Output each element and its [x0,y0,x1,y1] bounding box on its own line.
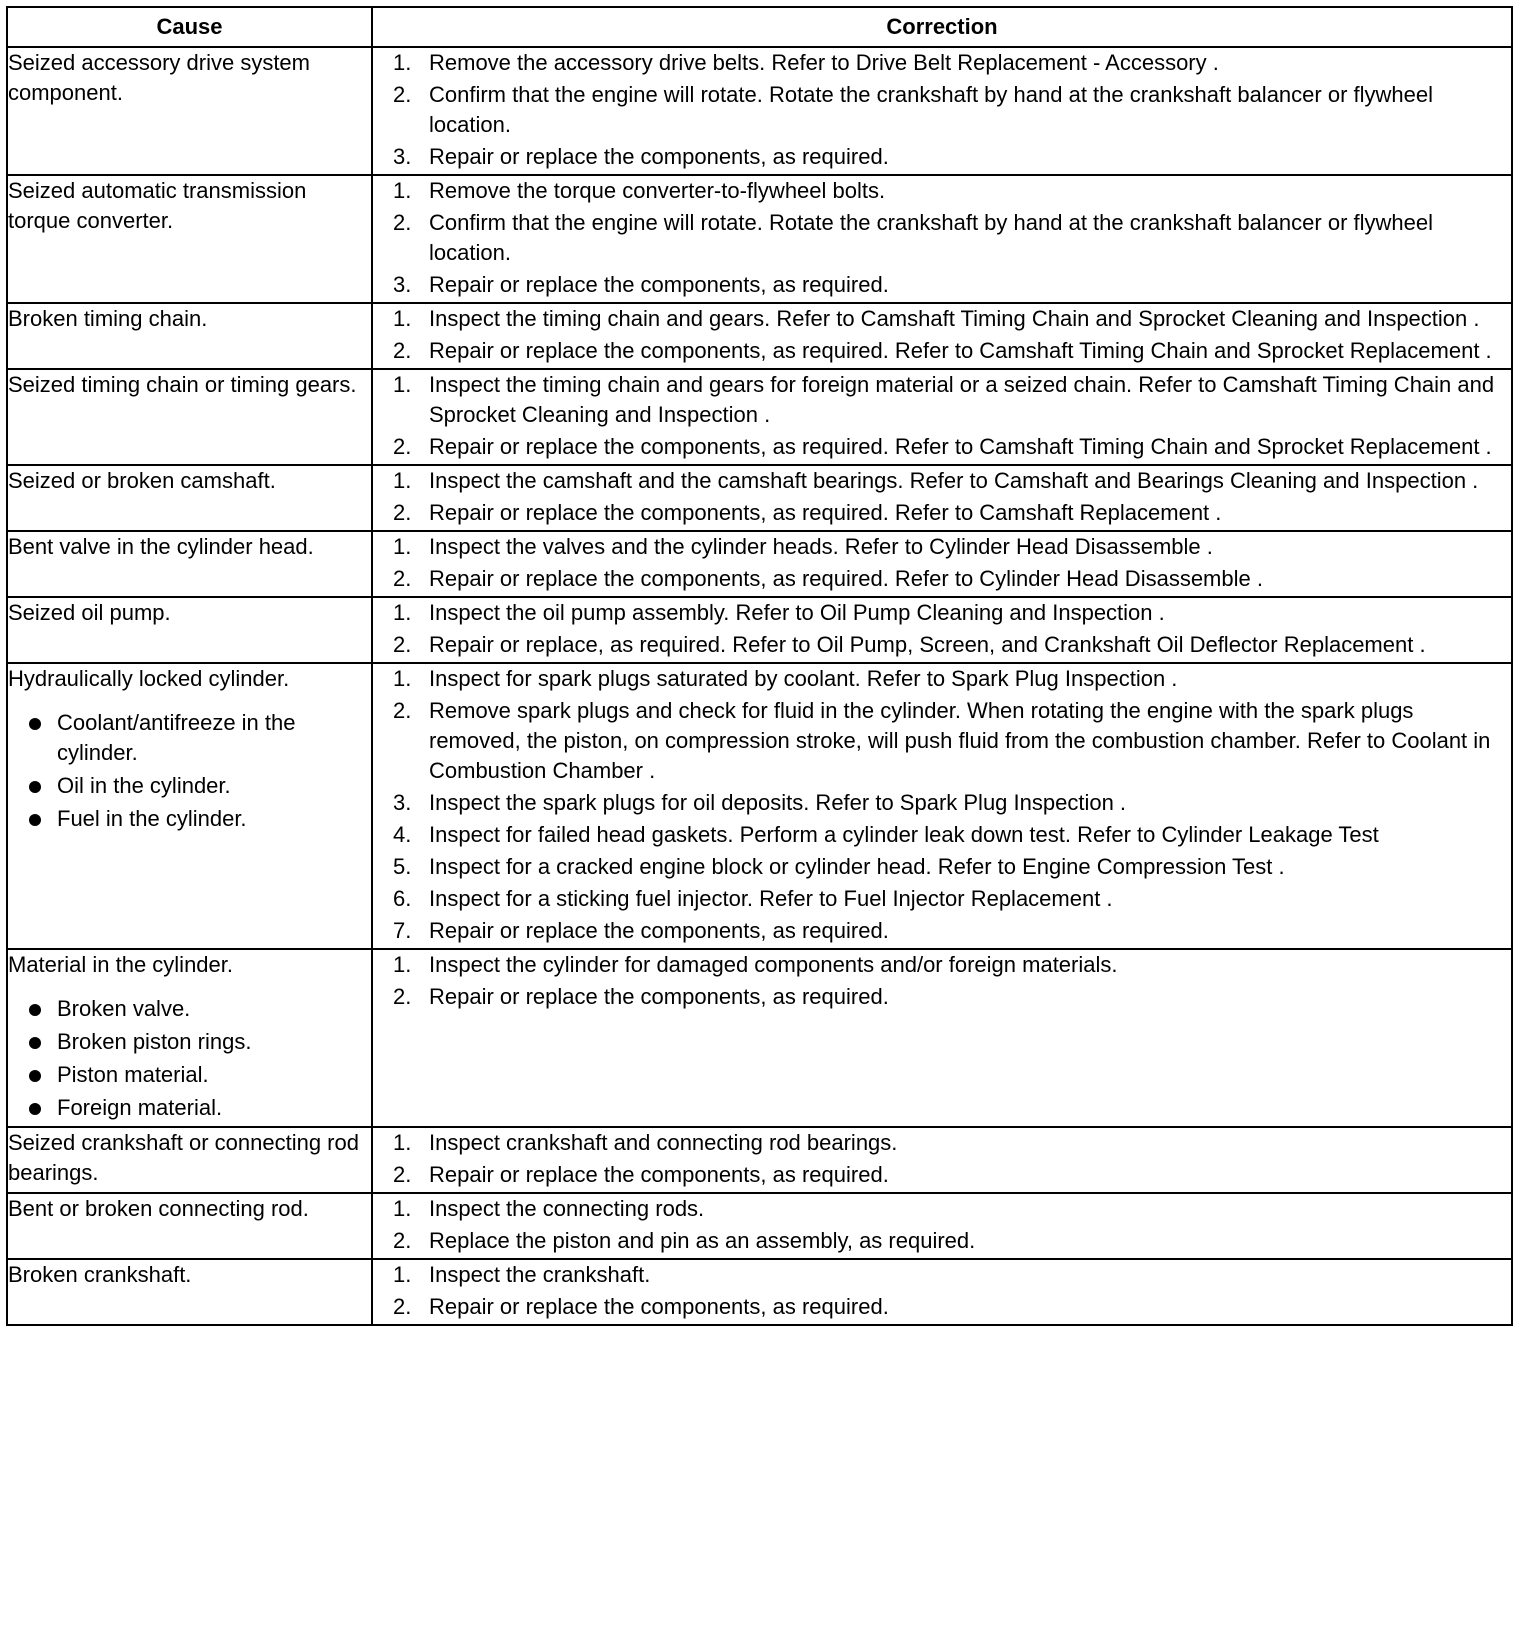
step-number: 1. [393,50,412,75]
correction-step-list [373,664,1511,946]
step-text: Inspect crankshaft and connecting rod bearings. [429,1130,898,1155]
correction-step [373,598,1511,628]
step-text: Inspect for a cracked engine block or cylinder head. Refer to Engine Compression Test . [429,854,1285,879]
correction-column-header: Correction [372,7,1512,47]
correction-step-list [373,598,1511,660]
correction-step [373,950,1511,980]
step-text: Inspect the cylinder for damaged components and/or foreign materials. [429,952,1118,977]
bullet-dot-icon [29,781,41,793]
step-text: Confirm that the engine will rotate. Rotate the crankshaft by hand at the crankshaft balancer or flywheel location. [429,82,1433,137]
correction-step [373,1194,1511,1224]
correction-cell [372,369,1512,465]
cause-text: Broken crankshaft. [8,1262,192,1287]
cause-bullet-text: Coolant/antifreeze in the cylinder. [57,710,296,765]
bullet-dot-icon [29,1004,41,1016]
step-text: Inspect the spark plugs for oil deposits. Refer to Spark Plug Inspection . [429,790,1127,815]
correction-step-list [373,1128,1511,1190]
correction-step-list [373,1260,1511,1322]
correction-step [373,1160,1511,1190]
correction-step [373,696,1511,786]
step-number: 1. [393,1196,412,1221]
correction-cell [372,47,1512,175]
cause-text: Broken timing chain. [8,306,208,331]
step-number: 7. [393,918,412,943]
step-text: Repair or replace the components, as required. [429,918,889,943]
step-text: Inspect the timing chain and gears. Refer to Camshaft Timing Chain and Sprocket Cleaning and Inspection . [429,306,1480,331]
correction-step-list [373,370,1511,462]
step-number: 2. [393,1162,412,1187]
correction-step [373,498,1511,528]
correction-step-list [373,304,1511,366]
step-number: 2. [393,698,412,723]
correction-step [373,564,1511,594]
step-text: Inspect the valves and the cylinder heads. Refer to Cylinder Head Disassemble . [429,534,1213,559]
cause-bullet-item [8,708,371,768]
step-number: 4. [393,822,412,847]
cause-bullet-text: Foreign material. [57,1095,223,1120]
correction-step [373,466,1511,496]
correction-cell [372,465,1512,531]
step-number: 3. [393,144,412,169]
correction-step [373,80,1511,140]
bullet-dot-icon [29,1037,41,1049]
step-text: Repair or replace the components, as required. [429,1162,889,1187]
step-text: Inspect the oil pump assembly. Refer to Oil Pump Cleaning and Inspection . [429,600,1165,625]
correction-cell [372,1193,1512,1259]
cause-bullet-list [8,994,371,1123]
step-number: 1. [393,600,412,625]
step-number: 2. [393,210,412,235]
correction-step-list [373,532,1511,594]
step-text: Inspect for failed head gaskets. Perform a cylinder leak down test. Refer to Cylinder Leakage Test [429,822,1379,847]
correction-step [373,788,1511,818]
bullet-dot-icon [29,718,41,730]
cause-cell [7,465,372,531]
cause-cell [7,597,372,663]
table-row [7,1259,1512,1325]
cause-text: Seized oil pump. [8,600,171,625]
cause-text: Seized crankshaft or connecting rod bearings. [8,1130,359,1185]
step-number: 5. [393,854,412,879]
cause-bullet-item [8,804,371,834]
table-row [7,465,1512,531]
step-number: 2. [393,82,412,107]
cause-bullet-item [8,1060,371,1090]
bullet-dot-icon [29,814,41,826]
correction-cell [372,597,1512,663]
correction-step [373,884,1511,914]
step-text: Inspect the camshaft and the camshaft bearings. Refer to Camshaft and Bearings Cleaning and Inspection . [429,468,1479,493]
step-number: 2. [393,984,412,1009]
step-number: 2. [393,1228,412,1253]
cause-bullet-text: Broken piston rings. [57,1029,252,1054]
cause-bullet-item [8,771,371,801]
correction-step [373,982,1511,1012]
cause-bullet-item [8,994,371,1024]
table-row [7,303,1512,369]
cause-cell [7,369,372,465]
step-text: Repair or replace the components, as required. [429,272,889,297]
step-text: Remove the accessory drive belts. Refer to Drive Belt Replacement - Accessory . [429,50,1219,75]
step-text: Inspect for spark plugs saturated by coolant. Refer to Spark Plug Inspection . [429,666,1178,691]
step-text: Inspect the connecting rods. [429,1196,705,1221]
step-text: Repair or replace the components, as required. [429,144,889,169]
cause-bullet-text: Fuel in the cylinder. [57,806,247,831]
table-row [7,1127,1512,1193]
cause-text: Seized automatic transmission torque converter. [8,178,307,233]
correction-step [373,270,1511,300]
cause-text: Seized or broken camshaft. [8,468,276,493]
correction-step [373,432,1511,462]
cause-cell [7,1259,372,1325]
table-row [7,1193,1512,1259]
correction-cell [372,531,1512,597]
step-number: 1. [393,306,412,331]
step-text: Repair or replace the components, as required. Refer to Cylinder Head Disassemble . [429,566,1263,591]
step-number: 2. [393,566,412,591]
correction-step [373,532,1511,562]
table-row [7,663,1512,949]
table-body [7,47,1512,1325]
bullet-dot-icon [29,1070,41,1082]
cause-cell [7,303,372,369]
step-text: Repair or replace, as required. Refer to Oil Pump, Screen, and Crankshaft Oil Deflector Replacement . [429,632,1426,657]
correction-cell [372,949,1512,1127]
cause-cell [7,1193,372,1259]
bullet-dot-icon [29,1103,41,1115]
table-row [7,531,1512,597]
correction-step [373,304,1511,334]
correction-step-list [373,950,1511,1012]
cause-column-header: Cause [7,7,372,47]
correction-step [373,664,1511,694]
correction-step [373,176,1511,206]
step-number: 1. [393,952,412,977]
step-text: Inspect the timing chain and gears for foreign material or a seized chain. Refer to Camshaft Timing Chain and Sprocket Cleaning and Inspection . [429,372,1495,427]
step-number: 2. [393,500,412,525]
step-text: Repair or replace the components, as required. [429,1294,889,1319]
step-text: Repair or replace the components, as required. Refer to Camshaft Replacement . [429,500,1222,525]
cause-bullet-text: Broken valve. [57,996,191,1021]
correction-cell [372,303,1512,369]
step-text: Repair or replace the components, as required. Refer to Camshaft Timing Chain and Sprocket Replacement . [429,434,1492,459]
cause-bullet-text: Piston material. [57,1062,209,1087]
correction-step [373,142,1511,172]
step-number: 2. [393,632,412,657]
table-row [7,369,1512,465]
correction-step [373,630,1511,660]
correction-step [373,336,1511,366]
cause-bullet-item [8,1093,371,1123]
correction-step-list [373,48,1511,172]
header-row [7,7,1512,47]
correction-step-list [373,176,1511,300]
cause-cell [7,949,372,1127]
step-number: 2. [393,338,412,363]
step-text: Inspect the crankshaft. [429,1262,651,1287]
step-number: 1. [393,468,412,493]
correction-step-list [373,1194,1511,1256]
correction-step [373,208,1511,268]
cause-text: Bent valve in the cylinder head. [8,534,314,559]
cause-text: Hydraulically locked cylinder. [8,666,290,691]
cause-bullet-item [8,1027,371,1057]
cause-cell [7,663,372,949]
cause-correction-table [6,6,1513,1326]
step-number: 3. [393,790,412,815]
cause-text: Seized timing chain or timing gears. [8,372,357,397]
correction-step-list [373,466,1511,528]
step-text: Repair or replace the components, as required. [429,984,889,1009]
cause-cell [7,1127,372,1193]
cause-text: Bent or broken connecting rod. [8,1196,309,1221]
cause-cell [7,47,372,175]
correction-step [373,1226,1511,1256]
step-number: 1. [393,666,412,691]
correction-step [373,48,1511,78]
cause-cell [7,531,372,597]
cause-bullet-text: Oil in the cylinder. [57,773,231,798]
step-number: 1. [393,178,412,203]
correction-cell [372,175,1512,303]
step-number: 3. [393,272,412,297]
cause-text: Seized accessory drive system component. [8,50,310,105]
cause-text: Material in the cylinder. [8,952,233,977]
cause-cell [7,175,372,303]
step-text: Remove the torque converter-to-flywheel bolts. [429,178,886,203]
table-row [7,949,1512,1127]
table-row [7,597,1512,663]
correction-step [373,1128,1511,1158]
step-number: 2. [393,1294,412,1319]
correction-step [373,852,1511,882]
correction-step [373,1292,1511,1322]
correction-step [373,370,1511,430]
step-text: Inspect for a sticking fuel injector. Refer to Fuel Injector Replacement . [429,886,1113,911]
step-number: 1. [393,534,412,559]
table-row [7,47,1512,175]
step-number: 1. [393,1262,412,1287]
step-text: Replace the piston and pin as an assembly, as required. [429,1228,976,1253]
correction-cell [372,1259,1512,1325]
correction-step [373,916,1511,946]
correction-step [373,1260,1511,1290]
step-text: Remove spark plugs and check for fluid in the cylinder. When rotating the engine with the spark plugs removed, the piston, on compression stroke, will push fluid from the combustion chamber. Refer to Coolant in Combustion Chamber . [429,698,1491,783]
step-text: Repair or replace the components, as required. Refer to Camshaft Timing Chain and Sprocket Replacement . [429,338,1492,363]
step-number: 1. [393,1130,412,1155]
table-row [7,175,1512,303]
cause-bullet-list [8,708,371,834]
correction-cell [372,1127,1512,1193]
step-text: Confirm that the engine will rotate. Rotate the crankshaft by hand at the crankshaft balancer or flywheel location. [429,210,1433,265]
step-number: 1. [393,372,412,397]
step-number: 2. [393,434,412,459]
correction-step [373,820,1511,850]
correction-cell [372,663,1512,949]
step-number: 6. [393,886,412,911]
diagnostic-sheet [6,6,1511,1326]
